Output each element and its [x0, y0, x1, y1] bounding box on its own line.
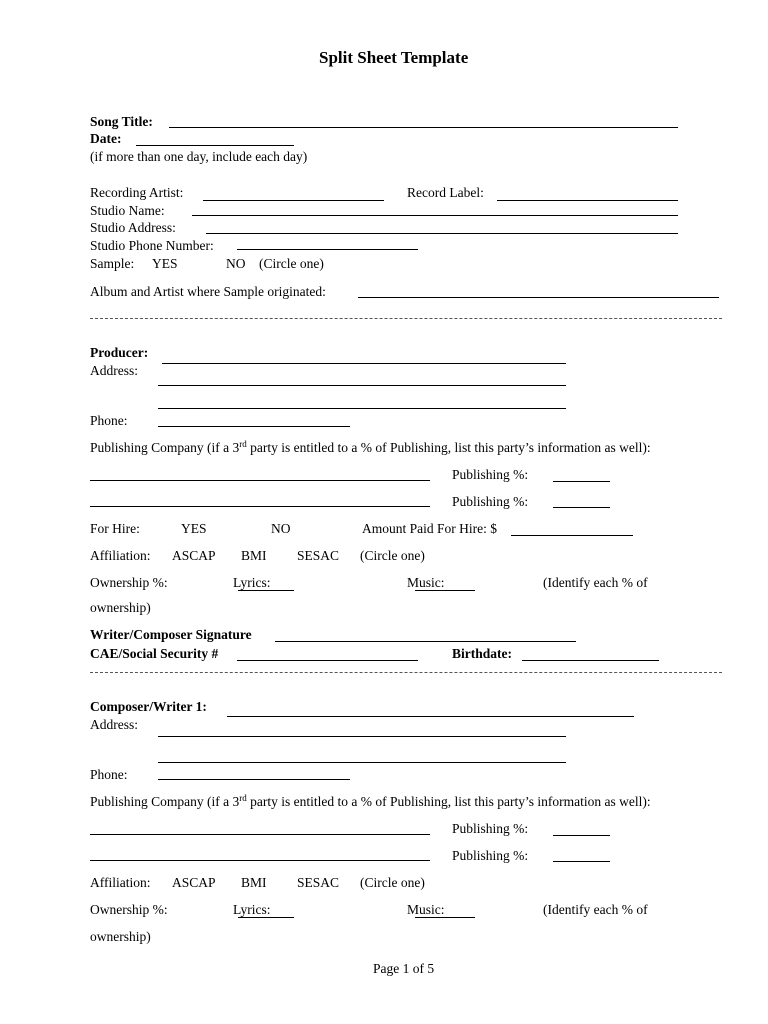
producer-publishing-pct-label-1: Publishing %: [452, 467, 529, 482]
composer-ownership-label: Ownership %: [90, 902, 168, 917]
studio-name-field[interactable] [192, 215, 678, 216]
producer-music-field[interactable] [415, 590, 475, 591]
song-title-field[interactable] [169, 127, 678, 128]
composer-lyrics-field[interactable] [238, 917, 294, 918]
amount-paid-label: Amount Paid For Hire: $ [362, 521, 497, 536]
producer-ownership-label: Ownership %: [90, 575, 168, 590]
composer-lyrics-label: Lyrics: [233, 902, 271, 917]
for-hire-yes-option[interactable]: YES [181, 521, 207, 536]
composer-publishing-pct-label-1: Publishing %: [452, 821, 529, 836]
writer-signature-label: Writer/Composer Signature [90, 627, 252, 642]
composer-publishing-pct-field-1[interactable] [553, 835, 610, 836]
composer-phone-field[interactable] [158, 779, 350, 780]
composer-ownership-note-cont: ownership) [90, 929, 151, 944]
composer-publishing-company-field-1[interactable] [90, 834, 430, 835]
writer-signature-field[interactable] [275, 641, 576, 642]
producer-publishing-company-field-1[interactable] [90, 480, 430, 481]
producer-affiliation-label: Affiliation: [90, 548, 151, 563]
composer-identify-note: (Identify each % of [543, 902, 648, 917]
composer-affiliation-circle-note: (Circle one) [360, 875, 425, 890]
composer-music-label: Music: [407, 902, 445, 917]
recording-artist-label: Recording Artist: [90, 185, 184, 200]
section-divider [90, 672, 722, 673]
producer-publishing-pct-label-2: Publishing %: [452, 494, 529, 509]
producer-ascap-option[interactable]: ASCAP [172, 548, 216, 563]
composer-publishing-note: Publishing Company (if a 3rd party is entitled to a % of Publishing, list this party’s information as well): [90, 793, 651, 809]
composer-sesac-option[interactable]: SESAC [297, 875, 340, 890]
producer-identify-note: (Identify each % of [543, 575, 648, 590]
cae-ssn-field[interactable] [237, 660, 418, 661]
producer-lyrics-label: Lyrics: [233, 575, 271, 590]
album-artist-label: Album and Artist where Sample originated: [90, 284, 326, 299]
producer-phone-field[interactable] [158, 426, 350, 427]
birthdate-label: Birthdate: [452, 646, 512, 661]
sample-yes-option[interactable]: YES [152, 256, 178, 271]
producer-ownership-note-cont: ownership) [90, 600, 151, 615]
composer-address-field-1[interactable] [158, 736, 566, 737]
producer-address-field-2[interactable] [158, 408, 566, 409]
amount-paid-field[interactable] [511, 535, 633, 536]
sample-circle-note: (Circle one) [259, 256, 324, 271]
for-hire-label: For Hire: [90, 521, 140, 536]
for-hire-no-option[interactable]: NO [271, 521, 291, 536]
sample-no-option[interactable]: NO [226, 256, 246, 271]
date-field[interactable] [136, 145, 294, 146]
date-note: (if more than one day, include each day) [90, 149, 308, 164]
composer-music-field[interactable] [415, 917, 475, 918]
date-label: Date: [90, 131, 122, 146]
birthdate-field[interactable] [522, 660, 659, 661]
producer-address-field-1[interactable] [158, 385, 566, 386]
studio-address-label: Studio Address: [90, 220, 176, 235]
composer-publishing-company-field-2[interactable] [90, 860, 430, 861]
composer-phone-label: Phone: [90, 767, 128, 782]
producer-publishing-note: Publishing Company (if a 3rd party is entitled to a % of Publishing, list this party’s information as well): [90, 439, 651, 455]
composer-publishing-pct-field-2[interactable] [553, 861, 610, 862]
producer-address-label: Address: [90, 363, 138, 378]
album-artist-field[interactable] [358, 297, 719, 298]
cae-ssn-label: CAE/Social Security # [90, 646, 219, 661]
composer-bmi-option[interactable]: BMI [241, 875, 267, 890]
composer-ascap-option[interactable]: ASCAP [172, 875, 216, 890]
record-label-field[interactable] [497, 200, 678, 201]
composer-label: Composer/Writer 1: [90, 699, 207, 714]
studio-address-field[interactable] [206, 233, 678, 234]
composer-publishing-pct-label-2: Publishing %: [452, 848, 529, 863]
producer-affiliation-circle-note: (Circle one) [360, 548, 425, 563]
song-title-label: Song Title: [90, 114, 153, 129]
producer-publishing-company-field-2[interactable] [90, 506, 430, 507]
sample-label: Sample: [90, 256, 135, 271]
producer-phone-label: Phone: [90, 413, 128, 428]
producer-music-label: Music: [407, 575, 445, 590]
studio-phone-field[interactable] [237, 249, 418, 250]
producer-publishing-pct-field-2[interactable] [553, 507, 610, 508]
composer-address-field-2[interactable] [158, 762, 566, 763]
section-divider [90, 318, 722, 319]
producer-sesac-option[interactable]: SESAC [297, 548, 340, 563]
studio-name-label: Studio Name: [90, 203, 165, 218]
producer-name-field[interactable] [162, 363, 566, 364]
composer-affiliation-label: Affiliation: [90, 875, 151, 890]
producer-publishing-pct-field-1[interactable] [553, 481, 610, 482]
page-title: Split Sheet Template [319, 48, 469, 67]
recording-artist-field[interactable] [203, 200, 384, 201]
producer-lyrics-field[interactable] [238, 590, 294, 591]
producer-bmi-option[interactable]: BMI [241, 548, 267, 563]
composer-name-field[interactable] [227, 716, 634, 717]
producer-label: Producer: [90, 345, 149, 360]
composer-address-label: Address: [90, 717, 138, 732]
page-number: Page 1 of 5 [373, 961, 435, 976]
studio-phone-label: Studio Phone Number: [90, 238, 214, 253]
record-label-label: Record Label: [407, 185, 484, 200]
